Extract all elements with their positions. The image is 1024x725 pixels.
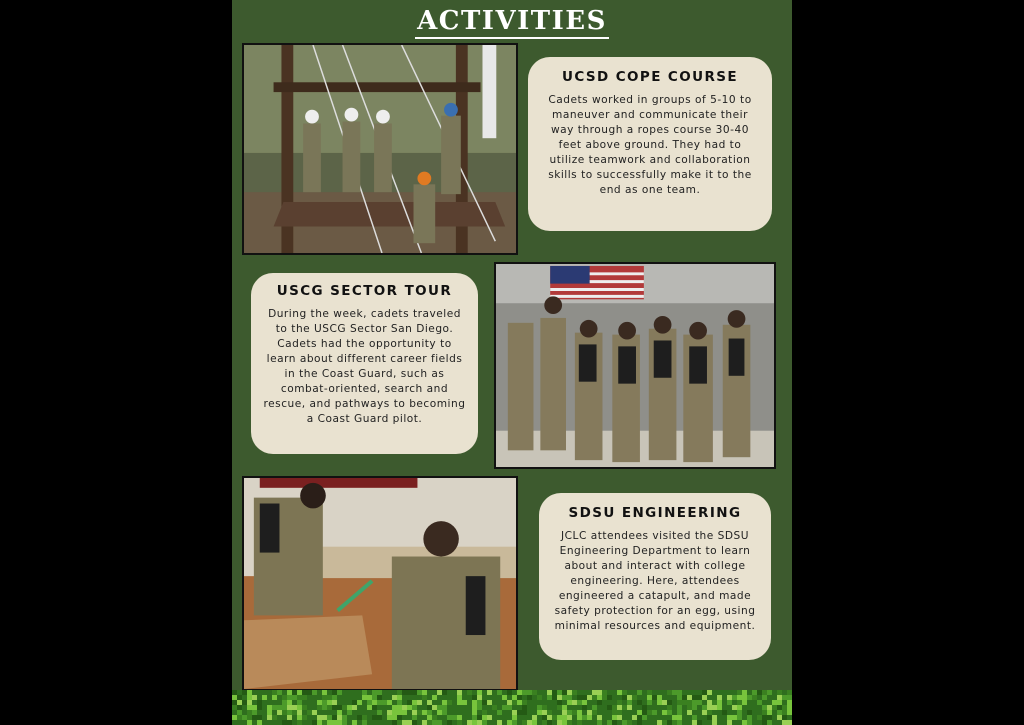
engineering-body: JCLC attendees visited the SDSU Engineering Department to learn about and interact with college engineering. Here, attendees engineered a catapult, and made safety protection for an egg, using minimal resources and equipment. <box>554 530 756 632</box>
ropes-course-photo <box>242 43 518 255</box>
cope-course-heading: UCSD COPE COURSE <box>561 69 739 85</box>
grass-border-decoration <box>232 690 792 725</box>
engineering-card <box>539 493 771 660</box>
sector-tour-card <box>251 273 478 454</box>
page-title: ACTIVITIES <box>232 6 792 36</box>
activities-page <box>232 0 792 725</box>
sector-tour-body: During the week, cadets traveled to the USCG Sector San Diego. Cadets had the opportunity to learn about different career fields in the Coast Guard, such as combat-oriented, search and rescue, and pathways to becoming a Coast Guard pilot. <box>263 308 466 425</box>
sector-tour-heading: USCG SECTOR TOUR <box>276 283 453 299</box>
cope-course-card <box>528 57 772 231</box>
sector-tour-photo <box>494 262 776 469</box>
cope-course-body: Cadets worked in groups of 5-10 to maneuver and communicate their way through a ropes course 30-40 feet above ground. They had to utilize teamwork and collaboration skills to successfully make it to the end as one team. <box>548 94 752 196</box>
engineering-heading: SDSU ENGINEERING <box>568 505 742 521</box>
engineering-photo <box>242 476 518 691</box>
